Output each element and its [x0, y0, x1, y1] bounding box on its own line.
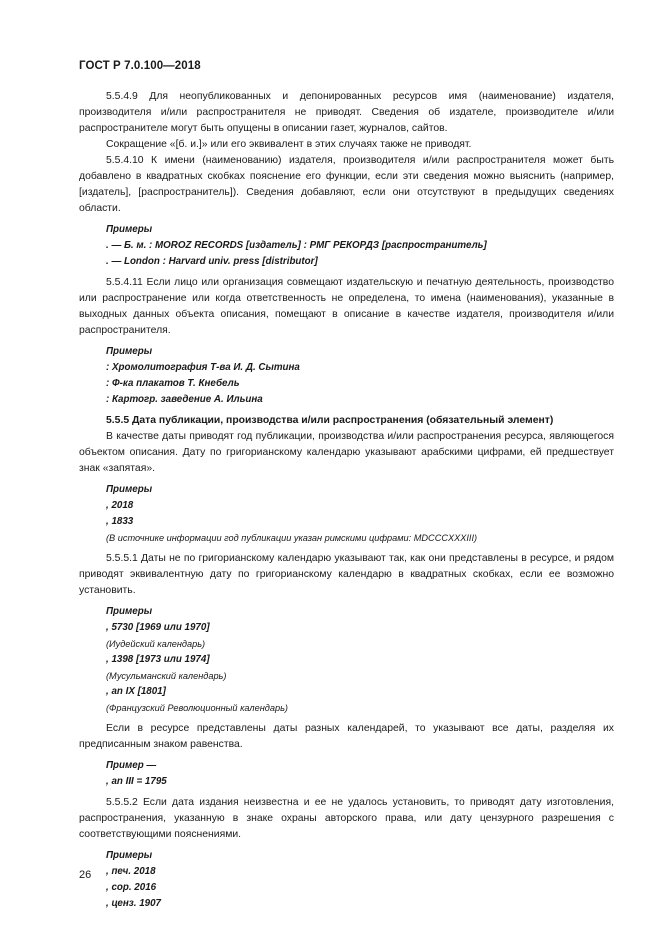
page-number: 26	[79, 869, 92, 881]
example-note: (Мусульманский календарь)	[106, 671, 227, 681]
example-item: : Хромолитография Т-ва И. Д. Сытина	[106, 362, 300, 373]
example-item: . — Б. м. : MOROZ RECORDS [издатель] : РМГ РЕКОРДЗ [распространитель]	[106, 240, 487, 251]
examples-heading: Примеры	[106, 346, 153, 357]
example-item: , an IX [1801]	[106, 686, 166, 697]
paragraph-abbreviation-note: Сокращение «[б. и.]» или его эквивалент в этих случаях также не приводят.	[106, 139, 472, 150]
example-note: (Французский Революционный календарь)	[106, 703, 288, 713]
paragraph-5-5-5-1: 5.5.5.1 Даты не по григорианскому календарю указывают так, как они представлены в ресурсе, и рядом приводят эквивалентную дату по григорианскому календарю в квадратных скобках, если ее возможно установить.	[79, 553, 614, 596]
example-note: (В источнике информации год публикации указан римскими цифрами: MDCCCXXXIII)	[106, 533, 478, 543]
example-item: , 1833	[106, 516, 134, 527]
example-item: : Ф-ка плакатов Т. Кнебель	[106, 378, 240, 389]
examples-heading: Примеры	[106, 224, 153, 235]
example-item: , 2018	[106, 500, 134, 511]
section-heading-5-5-5: 5.5.5 Дата публикации, производства и/или распространения (обязательный элемент)	[106, 415, 554, 426]
examples-heading: Примеры	[106, 484, 153, 495]
document-code-header: ГОСТ Р 7.0.100—2018	[79, 60, 201, 72]
example-item: : Картогр. заведение А. Ильина	[106, 394, 263, 405]
example-note: (Иудейский календарь)	[106, 639, 206, 649]
paragraph-5-5-5: В качестве даты приводят год публикации, производства и/или распространения ресурса, являющегося объектом описания. Дату по григорианскому календарю указывают арабскими цифрами, ей предшествует знак «запятая».	[79, 431, 614, 474]
example-item: . — London : Harvard univ. press [distributor]	[106, 256, 318, 267]
page-body	[79, 89, 614, 912]
example-item: , cop. 2016	[106, 882, 157, 893]
examples-heading: Примеры	[106, 850, 153, 861]
paragraph-5-5-4-10: 5.5.4.10 К имени (наименованию) издателя, производителя и/или распространителя может быть добавлено в квадратных скобках пояснение его функции, если эти сведения можно выяснить (например, [издатель], [распространитель]). Сведения добавляют, если они отсутствуют в предыдущих сведениях области.	[79, 155, 614, 214]
example-item: , an III = 1795	[106, 776, 167, 787]
example-heading: Пример —	[106, 760, 157, 771]
example-item: , 1398 [1973 или 1974]	[106, 654, 210, 665]
example-item: , ценз. 1907	[106, 898, 162, 909]
paragraph-5-5-4-11: 5.5.4.11 Если лицо или организация совмещают издательскую и печатную деятельность, производство или распространение или когда ответственность не определена, то имена (наименования), указанные в выходных данных объекта описания, помещают в описание в качестве издателя, производителя и/или распространителя.	[79, 277, 614, 336]
paragraph-calendars-equality: Если в ресурсе представлены даты разных календарей, то указывают все даты, разделяя их предписанным знаком равенства.	[79, 723, 614, 750]
paragraph-5-5-5-2: 5.5.5.2 Если дата издания неизвестна и ее не удалось установить, то приводят дату изготовления, распространения, указанную в знаке охраны авторского права, или дату цензурного разрешения с соответствующими пояснениями.	[79, 797, 614, 840]
example-item: , печ. 2018	[106, 866, 156, 877]
examples-heading: Примеры	[106, 606, 153, 617]
example-item: , 5730 [1969 или 1970]	[106, 622, 210, 633]
paragraph-5-5-4-9: 5.5.4.9 Для неопубликованных и депонированных ресурсов имя (наименование) издателя, производителя и/или распространителя не приводят. Сведения об издателе, производителе и/или распространителе могут быть опущены в описании газет, журналов, сайтов.	[79, 91, 614, 134]
